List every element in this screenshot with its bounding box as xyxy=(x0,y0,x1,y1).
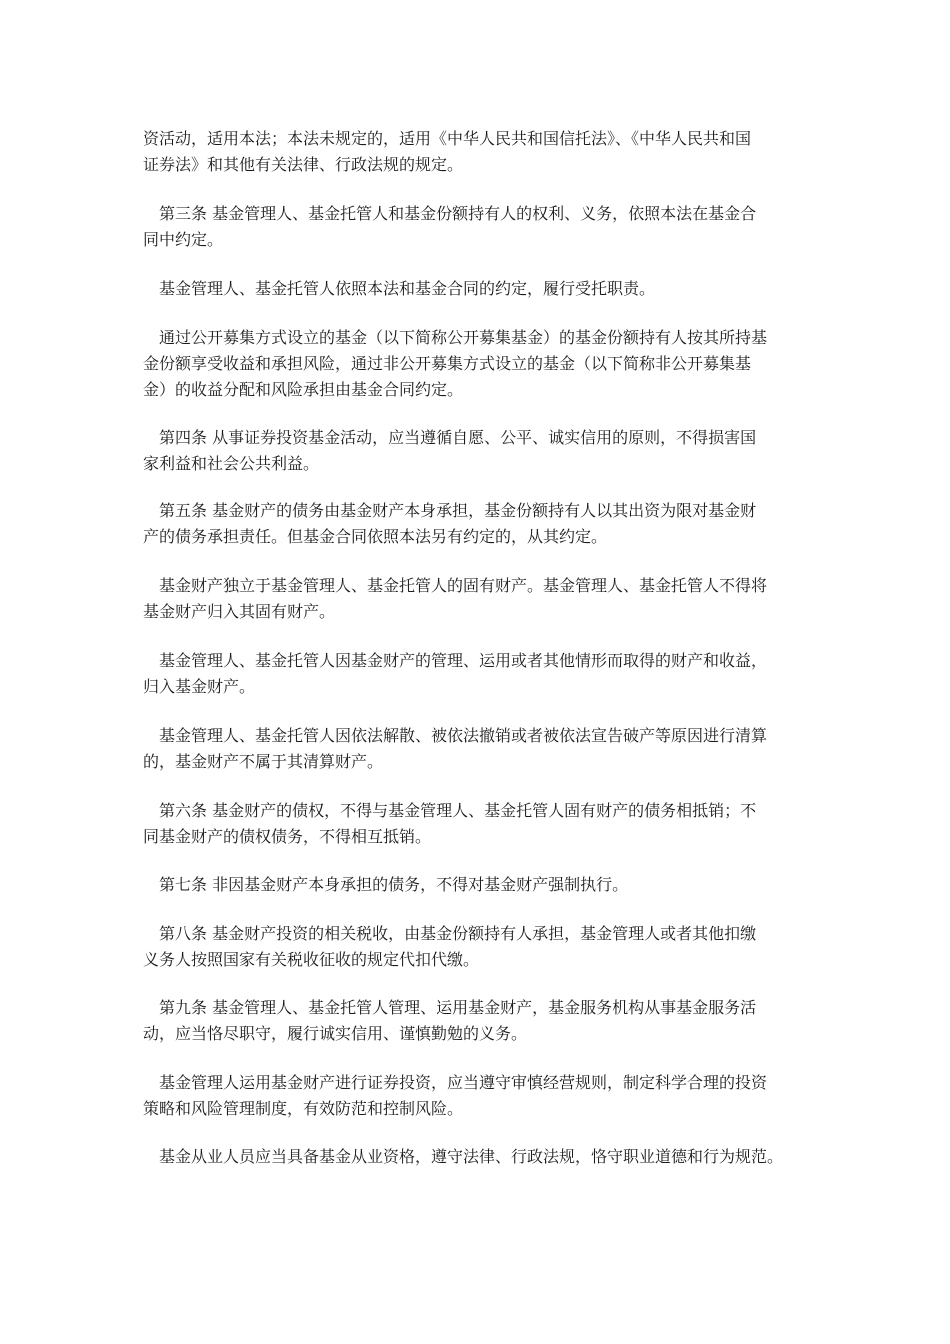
text-line: 第四条 从事证券投资基金活动，应当遵循自愿、公平、诚实信用的原则，不得损害国 xyxy=(143,428,757,447)
text-line: 通过公开募集方式设立的基金（以下简称公开募集基金）的基金份额持有人按其所持基 xyxy=(143,328,768,347)
text-line: 产的债务承担责任。但基金合同依照本法另有约定的，从其约定。 xyxy=(143,527,608,546)
paragraph-article5-clause3 xyxy=(143,648,823,700)
text-line: 资活动，适用本法；本法未规定的，适用《中华人民共和国信托法》、《中华人民共和国 xyxy=(143,129,752,148)
paragraph-article9-clause2 xyxy=(143,1070,823,1122)
text-line: 第五条 基金财产的债务由基金财产本身承担，基金份额持有人以其出资为限对基金财 xyxy=(143,501,757,520)
text-line: 第七条 非因基金财产本身承担的债务，不得对基金财产强制执行。 xyxy=(143,875,629,894)
paragraph-article5-clause4 xyxy=(143,723,823,775)
text-line: 义务人按照国家有关税收征收的规定代扣代缴。 xyxy=(143,950,480,969)
text-line: 同中约定。 xyxy=(143,230,224,249)
text-line: 基金财产独立于基金管理人、基金托管人的固有财产。基金管理人、基金托管人不得将 xyxy=(143,576,768,595)
paragraph-article9-clause3 xyxy=(143,1144,823,1170)
text-line: 证券法》和其他有关法律、行政法规的规定。 xyxy=(143,155,464,174)
text-line: 第八条 基金财产投资的相关税收，由基金份额持有人承担，基金管理人或者其他扣缴 xyxy=(143,924,757,943)
text-line: 基金管理人、基金托管人因基金财产的管理、运用或者其他情形而取得的财产和收益， xyxy=(143,651,768,670)
paragraph-article2-continuation xyxy=(143,126,823,178)
text-line: 基金从业人员应当具备基金从业资格，遵守法律、行政法规，恪守职业道德和行为规范。 xyxy=(143,1147,784,1166)
text-line: 同基金财产的债权债务，不得相互抵销。 xyxy=(143,827,432,846)
paragraph-article3-clause3 xyxy=(143,325,823,403)
text-line: 策略和风险管理制度，有效防范和控制风险。 xyxy=(143,1099,464,1118)
text-line: 基金管理人、基金托管人因依法解散、被依法撤销或者被依法宣告破产等原因进行清算 xyxy=(143,726,768,745)
text-line: 第九条 基金管理人、基金托管人管理、运用基金财产，基金服务机构从事基金服务活 xyxy=(143,998,757,1017)
paragraph-article4 xyxy=(143,425,823,477)
text-line: 金份额享受收益和承担风险，通过非公开募集方式设立的基金（以下简称非公开募集基 xyxy=(143,354,752,373)
paragraph-article7 xyxy=(143,872,823,898)
text-line: 第六条 基金财产的债权，不得与基金管理人、基金托管人固有财产的债务相抵销；不 xyxy=(143,801,757,820)
text-line: 动，应当恪尽职守，履行诚实信用、谨慎勤勉的义务。 xyxy=(143,1024,528,1043)
paragraph-article6 xyxy=(143,798,823,850)
paragraph-article5 xyxy=(143,498,823,550)
text-line: 基金财产归入其固有财产。 xyxy=(143,602,336,621)
paragraph-article3-clause2 xyxy=(143,276,823,302)
text-line: 基金管理人、基金托管人依照本法和基金合同的约定，履行受托职责。 xyxy=(143,279,656,298)
text-line: 家利益和社会公共利益。 xyxy=(143,454,320,473)
paragraph-article9 xyxy=(143,995,823,1047)
text-line: 第三条 基金管理人、基金托管人和基金份额持有人的权利、义务，依照本法在基金合 xyxy=(143,204,757,223)
text-line: 基金管理人运用基金财产进行证券投资，应当遵守审慎经营规则，制定科学合理的投资 xyxy=(143,1073,768,1092)
paragraph-article5-clause2 xyxy=(143,573,823,625)
paragraph-article8 xyxy=(143,921,823,973)
text-line: 的，基金财产不属于其清算财产。 xyxy=(143,752,384,771)
paragraph-article3 xyxy=(143,201,823,253)
text-line: 金）的收益分配和风险承担由基金合同约定。 xyxy=(143,380,464,399)
text-line: 归入基金财产。 xyxy=(143,677,256,696)
